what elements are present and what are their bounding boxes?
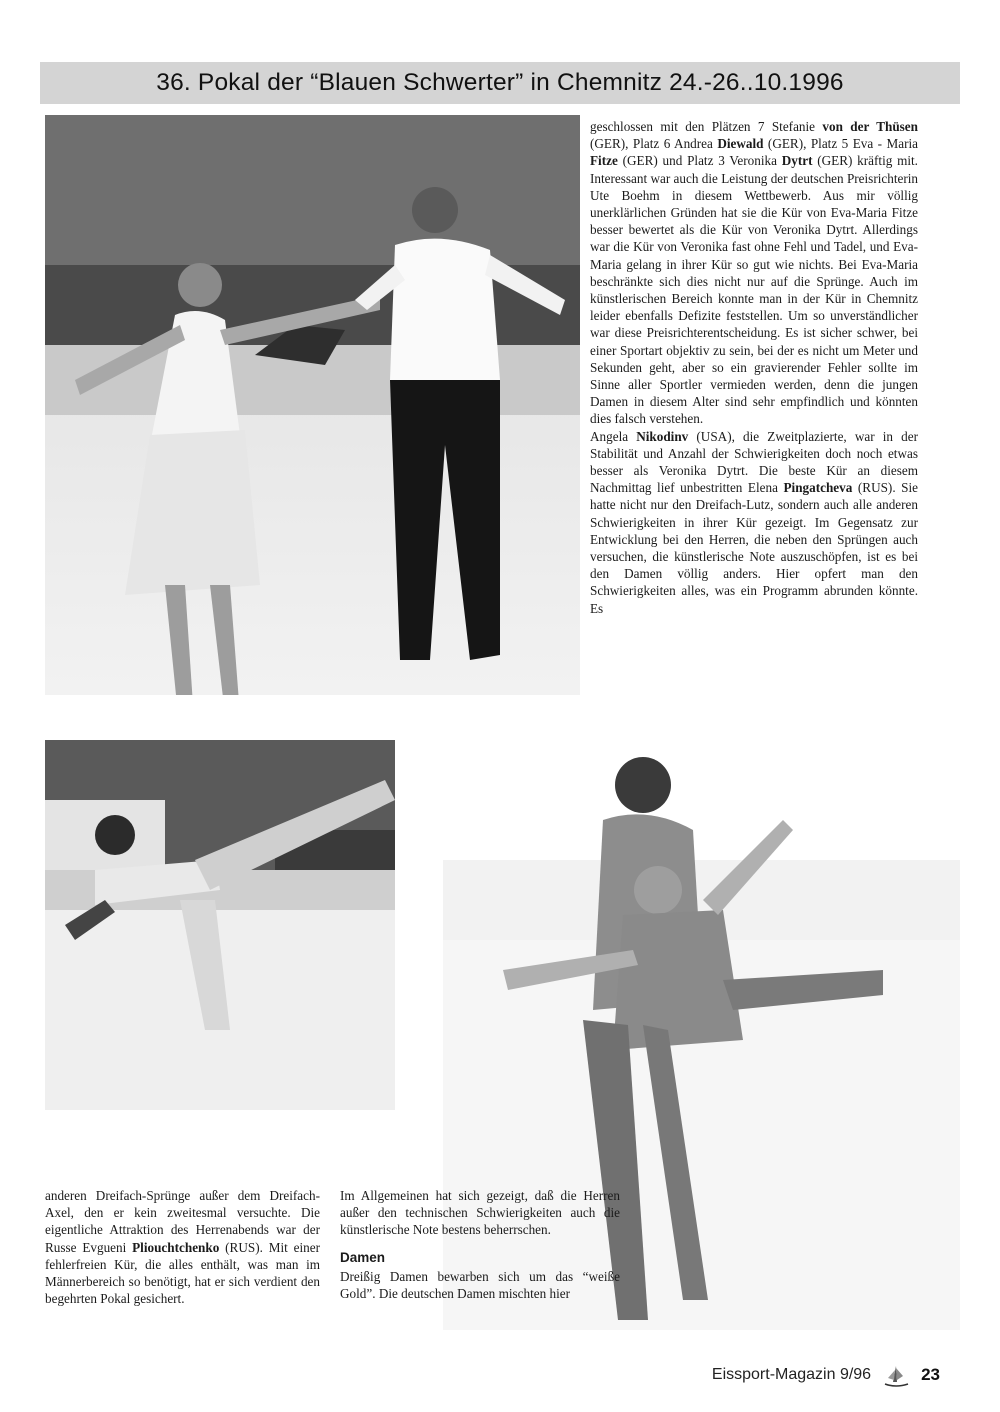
article-column-bottom-left	[45, 1187, 320, 1307]
section-heading: Damen	[340, 1249, 386, 1265]
skater-name: Fitze	[590, 153, 618, 169]
skater-name: Diewald	[717, 136, 764, 152]
paragraph: Dreißig Damen bewarben sich um das “weiße Gold”. Die deutschen Damen mischten hier	[340, 1268, 620, 1302]
title-banner	[40, 62, 960, 104]
skater-name: Pingatcheva	[783, 480, 853, 496]
page-number: 23	[921, 1365, 940, 1384]
article-column-bottom-middle	[340, 1187, 620, 1302]
paragraph: Im Allgemeinen hat sich gezeigt, daß die Herren außer den technischen Schwierigkeiten auch die künstlerische Note bestens beherrschen.	[340, 1188, 620, 1238]
spiral-skater-photo	[45, 740, 395, 1110]
paragraph: anderen Dreifach-Sprünge außer dem Dreifach-Axel, den er kein zweitesmal versuchte. Die eigentliche Attraktion des Herrenabends war der Russe Evgueni Pliouchtchenko (RUS). Mit einer fehlerfreien Kür, die alles enthält, was man im Männerbereich so benötigt, hat er sich verdient den begehrten Pokal gesichert.	[45, 1188, 320, 1307]
skater-name: Nikodinv	[636, 428, 689, 444]
skater-name: Dytrt	[781, 153, 813, 169]
magazine-logo-icon	[881, 1362, 911, 1388]
paragraph: Angela Nikodinv (USA), die Zweitplazierte, war in der Stabilität und Anzahl der Schwierigkeiten doch noch etwas besser als Veronika Dytrt. Die beste Kür an diesem Nachmittag lief unbestritten Elena Pingatcheva (RUS). Sie hatte nicht nur den Dreifach-Lutz, sondern auch alle anderen Schwierigkeiten in ihrer Kür gezeigt. Im Gegensatz zur Entwicklung bei den Herren, die neben den Sprüngen auch versuchen, die künstlerische Note auszuschöpfen, ist es bei den Damen völlig anders. Hier opfert man den Schwierigkeiten alles, was ein Programm abrunden könnte. Es	[590, 428, 918, 616]
skater-name: von der Thüsen	[822, 119, 918, 134]
pair-skaters-photo	[45, 115, 580, 695]
page-title: 36. Pokal der “Blauen Schwerter” in Chemnitz 24.-26..10.1996	[156, 69, 844, 96]
paragraph: geschlossen mit den Plätzen 7 Stefanie von der Thüsen (GER), Platz 6 Andrea Diewald (GER), Platz 5 Eva - Maria Fitze (GER) und Platz 3 Veronika Dytrt (GER) kräftig mit. Interessant war auch die Leistung der deutschen Preisrichterin Ute Boehm in diesem Wettbewerb. Aus mir völlig unerklärlichen Gründen hat sie die Kür von Eva-Maria Fitze besser bewertet als die Kür von Veronika Dytrt. Allerdings war die Kür von Veronika fast ohne Fehl und Tadel, und Eva-Maria gelang in ihrer Kür so gut wie nichts. Bei Eva-Maria beschränkte sich dies nicht nur auf die Sprünge. Auch im künstlerischen Bereich konnte man in der Kür in Chemnitz leider ebenfalls Defizite feststellen. Um so unverständlicher war diese Preisrichterentscheidung. Es ist sicher schwer, bei einer Sportart objektiv zu sein, bei der es nicht um Meter und Sekunden geht, aber so ein gravierender Fehler sollte im Sinne aller Sportler vermieden werden, denn die jungen Damen in diesem Alter sind sehr empfindlich und könnten dies falsch verstehen.	[590, 119, 918, 427]
magazine-issue: Eissport-Magazin 9/96	[711, 1366, 872, 1383]
article-column-right	[590, 118, 918, 617]
skater-name: Pliouchtchenko	[132, 1239, 220, 1255]
page-footer	[712, 1362, 940, 1388]
